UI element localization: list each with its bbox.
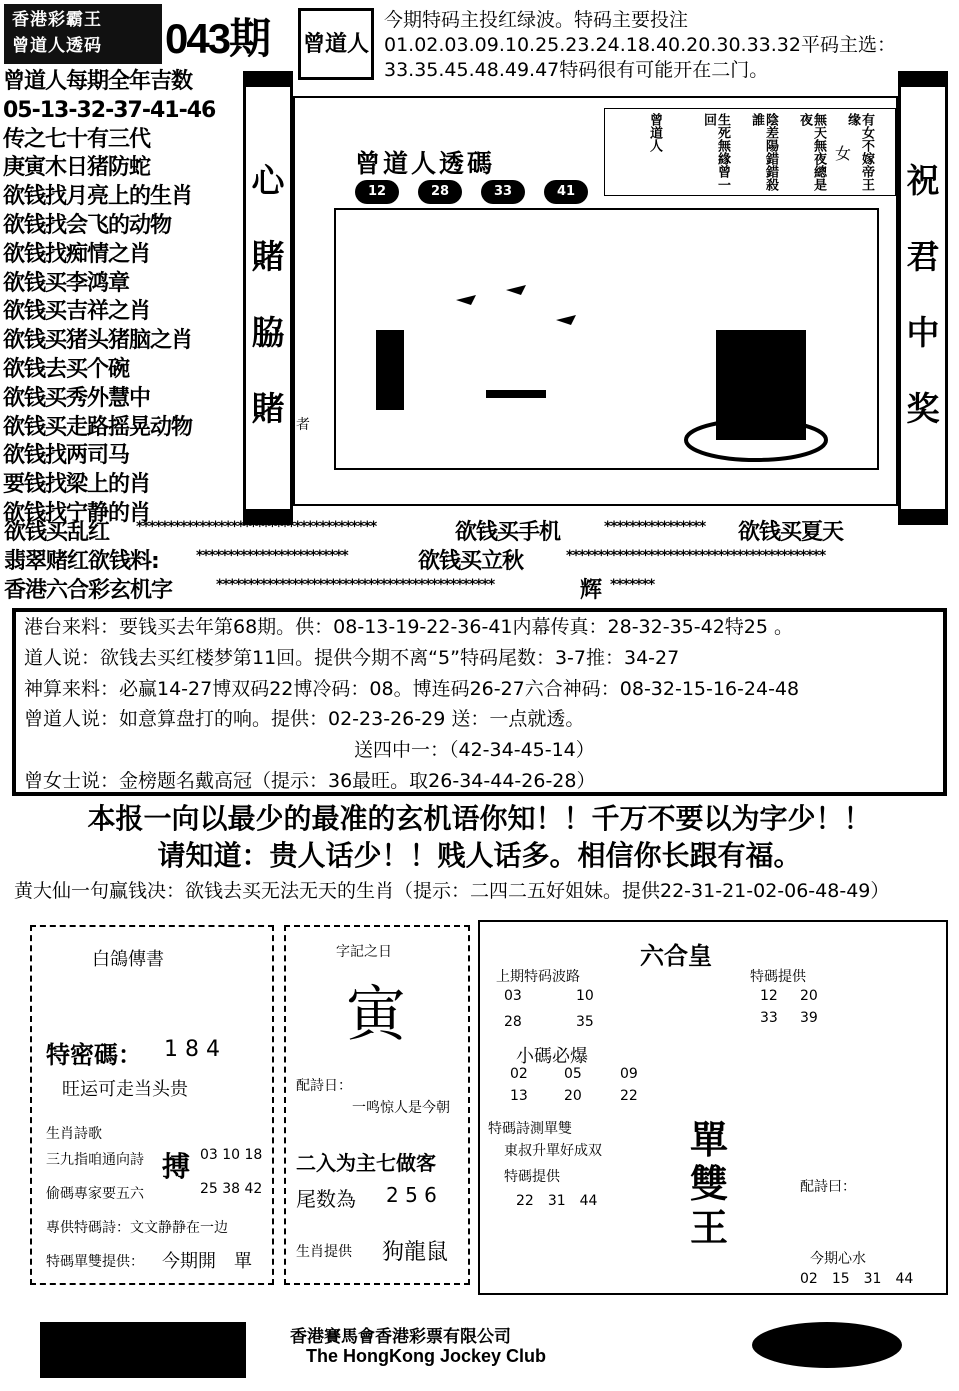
number-ball: 12 [355,180,399,204]
sx-value: 狗龍鼠 [382,1240,449,1265]
box-title: 白鴿傳書 [92,949,164,970]
info-row: 曾道人说：如意算盘打的响。提供：02-23-26-29 送：一点就透。 [24,708,585,731]
stars: ******************************************** [216,577,495,593]
dsw-char: 王 [690,1205,729,1250]
main-line: 二入为主七做客 [296,1151,436,1175]
tm-num: 20 [800,988,818,1004]
prev-num: 03 [504,988,522,1004]
list-item: 欲钱找痴情之肖 [3,241,151,267]
list-item: 欲钱买走路摇晃动物 [3,414,193,440]
list-item: 欲钱买李鸿章 [3,270,130,296]
footer-en: The HongKong Jockey Club [306,1346,547,1366]
tm2-nums: 22 31 44 [516,1193,598,1209]
prev-label: 上期特码波路 [496,969,580,985]
sd-title: 特碼詩測單雙 [488,1121,572,1137]
scene-drawing [336,210,877,468]
riddle-line: 欲钱买乱红 [4,520,110,545]
peishi-label: 配詩曰： [800,1179,856,1195]
stars: **************** [604,519,706,535]
list-item: 要钱找梁上的肖 [3,472,151,498]
huang-daxian-tip: 黄大仙一句赢钱决：欲钱去买无法无天的生肖（提示：二四二五好姐妹。提供22-31-21-02-06-48-49） [14,880,890,902]
header-logo [4,4,162,64]
list-item: 欲钱找两司马 [3,443,130,469]
left-scroll [243,82,293,514]
number-ball: 33 [481,180,525,204]
tail-value: 2 5 6 [386,1183,437,1207]
list-item: 欲钱买猪头猪脑之肖 [3,328,193,354]
list-item: 庚寅木日猪防蛇 [3,155,151,181]
tm-label: 特密碼： [46,1041,142,1069]
sx-label: 生肖提供 [296,1244,352,1260]
list-item: 传之七十有三代 [3,126,151,152]
footer-cn: 香港賽馬會香港彩票有限公司 [290,1327,511,1347]
scroll-text: 心賭脇賭 [251,161,285,428]
poem-line: 三九指咱通向詩 [46,1152,144,1168]
word-box [284,925,470,1285]
issue-number: 043期 [165,15,270,62]
logo-line-2: 曾道人透码 [12,36,102,56]
list-item: 曾道人每期全年吉数 [3,69,193,94]
number-ball: 28 [418,180,462,204]
riddle-line: 辉 [580,578,602,603]
header-note: 今期特码主投红绿波。特码主要投注01.02.03.09.10.25.23.24.18.40.20.30.33.32平码主选：33.35.45.48.49.47特码很有可能开在二门。 [384,9,896,81]
info-row: 港台来料：要钱买去年第68期。供：08-13-19-22-36-41内幕传真：28-32-35-42特25 。 [24,616,794,638]
scroll-rod [898,509,948,525]
footer-emblem [752,1322,902,1368]
scroll-rod [243,71,293,87]
tail-label: 尾数為 [296,1187,356,1211]
logo-line-1: 香港彩霸王 [12,10,102,30]
scroll-rod [898,71,948,87]
poem-column: 無天無夜總是夜 [797,113,826,191]
small-num: 02 [510,1066,528,1082]
tm-num: 12 [760,988,778,1004]
poem-column: 曾道人 [647,113,662,152]
small-num: 05 [564,1066,582,1082]
list-item: 欲钱去买个碗 [3,356,130,382]
riddle-line: 欲钱买立秋 [418,549,524,574]
dsw-char: 雙 [690,1161,729,1206]
small-num: 22 [620,1088,638,1104]
scroll-suffix: 者 [296,417,310,433]
small-label: 小碼必爆 [516,1046,588,1067]
ds-label: 特碼單雙提供： [46,1254,144,1270]
scene-image [334,208,879,470]
nums: 25 38 42 [200,1181,263,1197]
list-item: 欲钱买秀外慧中 [3,385,151,411]
poem-label: 生肖詩歌 [46,1126,102,1142]
jinqi-label: 今期心水 [810,1251,866,1267]
box-title: 字記之日 [336,944,392,960]
info-row: 送四中一：（42-34-45-14） [354,739,595,762]
info-row: 神算来料：必赢14-27博双码22博冷码：08。博连码26-27六合神码：08-32-15-16-24-48 [24,677,800,700]
dsw-box [690,1118,728,1250]
poem-line: 偷碼專家要五六 [46,1186,144,1202]
small-num: 20 [564,1088,582,1104]
poem-column: 陰差陽錯錯殺誰 [749,113,778,191]
tm-num: 33 [760,1010,778,1026]
riddle-line: 欲钱买手机 [455,520,561,545]
info-row: 曾女士说：金榜题名戴高冠（提示：36最旺。取26-34-44-26-28） [24,769,596,792]
picture-title: 曾道人透碼 [355,149,496,178]
jinqi-nums: 02 15 31 44 [800,1271,914,1287]
liuhe-box [478,920,948,1295]
tm-poem: 旺运可走当头贵 [62,1079,188,1100]
sd-poem: 東叔升單好成双 [504,1143,602,1159]
list-item: 欲钱找会飞的动物 [3,212,172,238]
ds-value: 今期開 單 [162,1251,252,1272]
dsw-char: 單 [690,1117,729,1162]
special-poem: 專供特碼詩：文文静静在一边 [46,1220,228,1236]
tm2-label: 特碼提供 [504,1169,560,1185]
prev-num: 35 [576,1014,594,1030]
left-riddle-list [3,68,263,529]
stars: ******* [610,577,655,593]
stars: ************************************** [136,519,377,535]
box-title: 六合皇 [640,941,712,970]
slogan-line: 本报一向以最少的最准的玄机语你知！！千万不要以为字少！！ [87,802,872,835]
peishi-label: 配詩日： [296,1078,352,1094]
small-num: 09 [620,1066,638,1082]
poem-column: 生死無緣曾一回 [701,113,730,191]
nums: 03 10 18 [200,1147,263,1163]
info-row: 道人说：欲钱去买红楼梦第11回。提供今期不离“5”特码尾数：3-7推：34-27 [24,646,680,669]
tm-value: 1 8 4 [164,1037,220,1062]
list-item: 欲钱找月亮上的生肖 [3,184,193,210]
number-ball: 41 [544,180,588,204]
tm-num: 39 [800,1010,818,1026]
tm-label: 特碼提供 [750,969,806,985]
list-item: 05-13-32-37-41-46 [3,97,216,123]
slogan-line: 请知道：贵人话少！！贱人话多。相信你长跟有福。 [157,839,802,872]
poem-box [604,108,896,196]
riddle-line: 翡翠赌红欲钱料: [4,549,159,574]
info-box [12,608,947,796]
riddle-line: 欲钱买夏天 [738,520,844,545]
seal-stamp: 曾道人 [298,8,374,80]
prev-num: 10 [576,988,594,1004]
poem-column: 有女不嫁帝王缘 [845,113,874,191]
scroll-text: 祝君中奖 [906,161,940,428]
list-item: 欲钱找宁静的肖 [3,500,151,526]
peishi: 一鸣惊人是今朝 [352,1100,450,1116]
small-num: 13 [510,1088,528,1104]
right-scroll [898,82,948,514]
list-item: 欲钱买吉祥之肖 [3,299,151,325]
big-char: 搏 [162,1150,191,1183]
white-dove-box [30,925,274,1285]
stars: ***************************************** [566,548,826,564]
stars: ************************ [196,548,348,564]
footer-logo [40,1322,246,1378]
poem-side: 女 [835,144,852,163]
prev-num: 28 [504,1014,522,1030]
riddle-line: 香港六合彩玄机字 [4,578,173,603]
big-char: 寅 [346,980,406,1050]
slogan [0,800,959,874]
